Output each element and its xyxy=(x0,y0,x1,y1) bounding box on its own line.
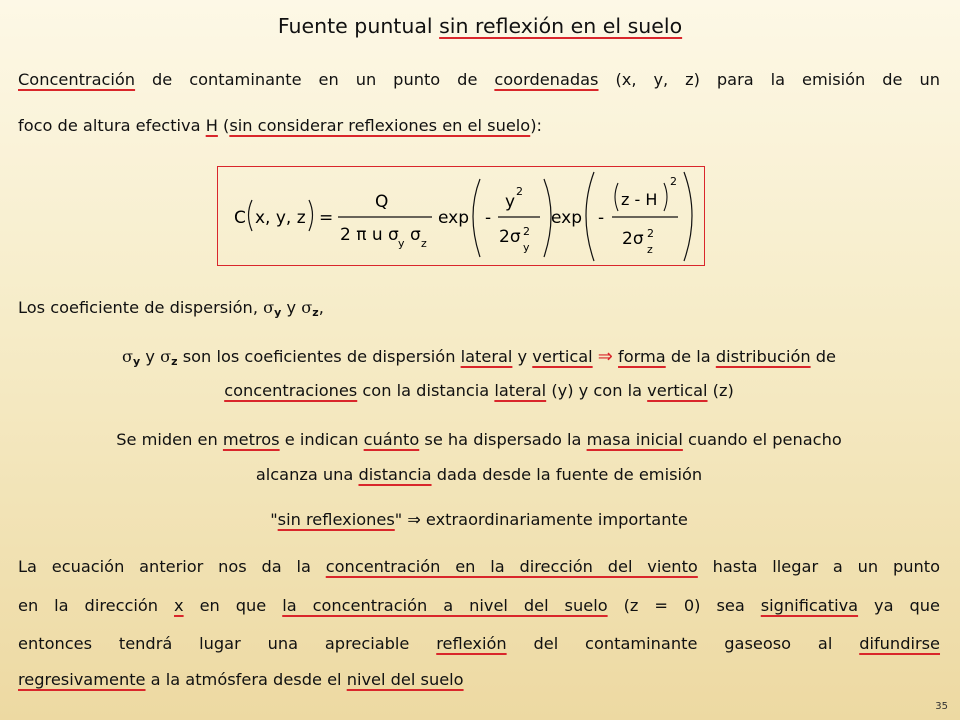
z-minus-h: z - H xyxy=(621,190,658,209)
final-line-1 xyxy=(18,557,940,576)
term-x: x xyxy=(174,596,184,615)
final-line-3 xyxy=(18,634,940,653)
desc-text: son los coeficientes de dispersión xyxy=(177,347,461,366)
term-reflexion: reflexión xyxy=(436,634,507,653)
term-metros: metros xyxy=(222,430,280,449)
sigma-z-sub: z xyxy=(312,306,319,319)
term-cuanto: cuánto xyxy=(363,430,420,449)
measure-text: alcanza una xyxy=(255,465,359,484)
term-lateral: lateral xyxy=(494,381,547,400)
desc-text: (y) y con la xyxy=(546,381,648,400)
term-vertical: vertical xyxy=(647,381,708,400)
sup-2a: 2 xyxy=(516,185,523,198)
term-nivel-del-suelo: nivel del suelo xyxy=(346,670,464,689)
sigma-z-symbol: σ xyxy=(160,347,172,366)
formula-q: Q xyxy=(375,192,389,212)
sigma-y-symbol: σ xyxy=(121,347,134,366)
term-lateral: lateral xyxy=(460,347,513,366)
big-paren-2-right xyxy=(684,172,692,261)
term-sin-reflexiones: sin considerar reflexiones en el suelo xyxy=(229,116,531,135)
desc-text: con la distancia xyxy=(357,381,495,400)
term-difundirse: difundirse xyxy=(859,634,941,653)
term-masa-inicial: masa inicial xyxy=(586,430,683,449)
big-paren-1-right xyxy=(544,179,551,257)
final-text: La ecuación anterior nos da la xyxy=(18,557,326,576)
sub-y: y xyxy=(398,237,405,250)
intro-text: ( xyxy=(217,116,230,135)
sigma-y-sub: y xyxy=(274,306,282,319)
sub-z: z xyxy=(421,237,427,250)
final-text: ya que xyxy=(858,596,940,615)
term-concentraciones: concentraciones xyxy=(224,381,358,400)
intro-text: ): xyxy=(530,116,542,135)
term-coordenadas: coordenadas xyxy=(494,70,599,89)
term-h: H xyxy=(205,116,218,135)
final-text: hasta llegar a un punto xyxy=(697,557,940,576)
final-text: (z = 0) sea xyxy=(607,596,761,615)
intro-text: (x, y, z) para la emisión de un xyxy=(598,70,940,89)
measure-line-2 xyxy=(18,465,940,484)
title-plain: Fuente puntual xyxy=(277,14,440,38)
final-line-2 xyxy=(18,596,940,615)
term-distancia: distancia xyxy=(358,465,432,484)
intro-text: de contaminante en un punto de xyxy=(135,70,495,89)
formula-denominator: 2 π u σ xyxy=(340,225,399,245)
final-text: en la dirección xyxy=(18,596,175,615)
exp-2: exp xyxy=(551,208,583,228)
final-text: a la atmósfera desde el xyxy=(145,670,347,689)
coef-end: , xyxy=(318,298,324,317)
final-text: del contaminante gaseoso al xyxy=(506,634,860,653)
term-vertical: vertical xyxy=(532,347,593,366)
important-line xyxy=(18,510,940,529)
coef-line xyxy=(18,298,940,319)
term-sin-reflexiones: sin reflexiones xyxy=(277,510,395,529)
desc-text: (z) xyxy=(707,381,734,400)
gaussian-plume-formula xyxy=(218,167,703,264)
sigma-z-sub: z xyxy=(171,355,178,368)
important-text: extraordinariamente importante xyxy=(420,510,688,529)
intro-line-1 xyxy=(18,70,940,89)
desc-text: y xyxy=(512,347,533,366)
paren-zh-right xyxy=(664,183,667,211)
term-concentracion-suelo: la concentración a nivel del suelo xyxy=(282,596,608,615)
page-title xyxy=(0,14,960,38)
measure-text: cuando el penacho xyxy=(682,430,842,449)
desc-text: de la xyxy=(665,347,716,366)
sub-z2: z xyxy=(647,243,653,256)
quote-close: " xyxy=(394,510,403,529)
sub-y2: y xyxy=(523,241,530,254)
coef-text: Los coeficiente de dispersión, xyxy=(18,298,264,317)
final-line-4 xyxy=(18,670,940,689)
desc-line-1 xyxy=(18,346,940,368)
big-paren-2-left xyxy=(586,172,594,261)
sup-2b: 2 xyxy=(523,225,530,238)
term-concentracion: Concentración xyxy=(18,70,136,89)
desc-line-2 xyxy=(18,381,940,400)
exp-1: exp xyxy=(438,208,470,228)
paren-right xyxy=(309,200,313,231)
measure-text: e indican xyxy=(279,430,364,449)
implies-arrow-icon: ⇒ xyxy=(597,346,613,367)
big-paren-1-left xyxy=(473,179,480,257)
coef-and: y xyxy=(281,298,302,317)
measure-text: dada desde la fuente de emisión xyxy=(431,465,703,484)
measure-line-1 xyxy=(18,430,940,449)
paren-zh-left xyxy=(615,183,618,211)
den-2-sigma-y: 2σ xyxy=(499,227,521,247)
formula-box xyxy=(217,166,705,266)
intro-line-2 xyxy=(18,116,940,135)
minus-1: - xyxy=(485,208,492,228)
implies-arrow-icon: ⇒ xyxy=(407,510,421,529)
term-forma: forma xyxy=(618,347,666,366)
measure-text: Se miden en xyxy=(116,430,223,449)
sigma-y-sub: y xyxy=(133,355,141,368)
final-text: entonces tendrá lugar una apreciable xyxy=(18,634,437,653)
formula-c: C xyxy=(234,208,246,228)
sup-2c: 2 xyxy=(670,175,677,188)
formula-args: x, y, z xyxy=(255,208,306,228)
quote-open: " xyxy=(270,510,278,529)
term-distribucion: distribución xyxy=(715,347,811,366)
desc-text: de xyxy=(810,347,837,366)
page-number: 35 xyxy=(935,701,948,712)
measure-text: se ha dispersado la xyxy=(419,430,587,449)
term-regresivamente: regresivamente xyxy=(18,670,146,689)
desc-and: y xyxy=(140,347,161,366)
term-concentracion-viento: concentración en la dirección del viento xyxy=(325,557,698,576)
formula-sigma-z: σ xyxy=(410,225,421,245)
sigma-z-symbol: σ xyxy=(301,298,313,317)
sup-2d: 2 xyxy=(647,227,654,240)
intro-text: foco de altura efectiva xyxy=(18,116,206,135)
minus-2: - xyxy=(598,208,605,228)
title-underlined: sin reflexión en el suelo xyxy=(439,14,683,38)
formula-equals: = xyxy=(319,208,334,228)
paren-left xyxy=(249,200,253,231)
den-2-sigma-z: 2σ xyxy=(622,229,644,249)
sigma-y-symbol: σ xyxy=(263,298,275,317)
term-significativa: significativa xyxy=(760,596,859,615)
y-squared: y xyxy=(505,192,516,212)
final-text: en que xyxy=(183,596,283,615)
